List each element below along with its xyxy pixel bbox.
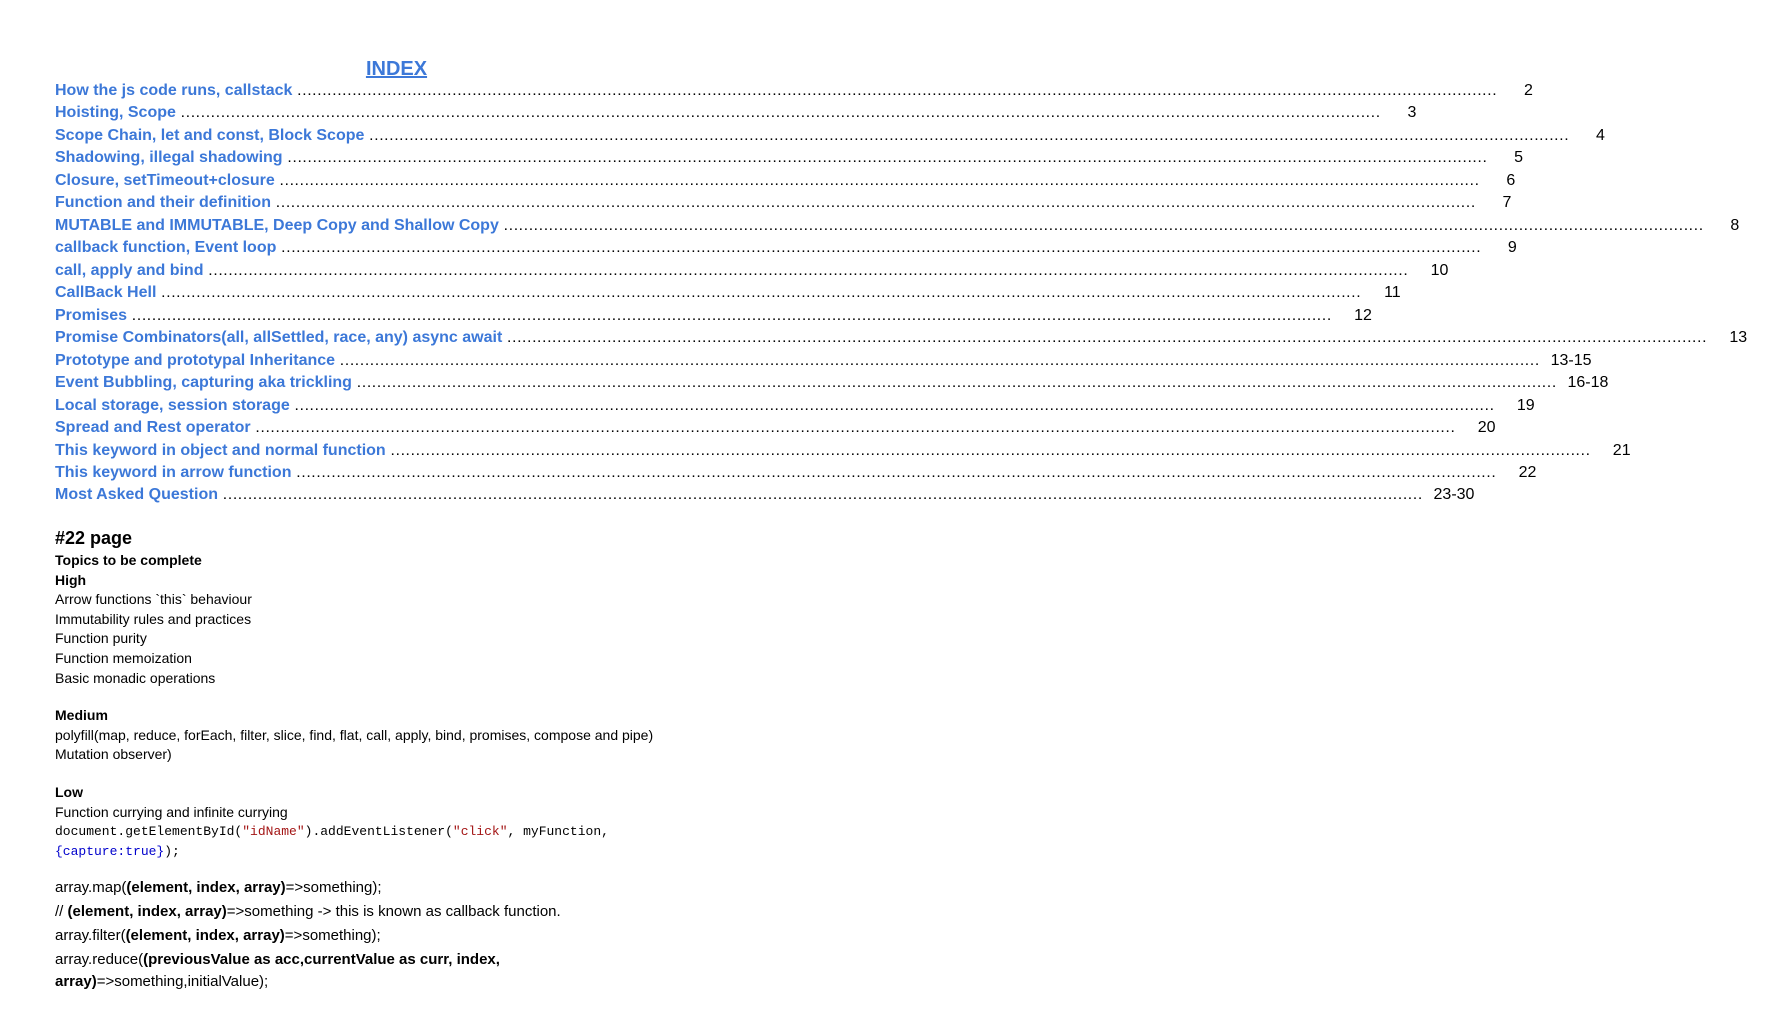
toc-page-number: 7 xyxy=(1502,194,1512,212)
high-item: Basic monadic operations xyxy=(55,669,216,686)
toc-entry-title[interactable]: This keyword in arrow function xyxy=(55,463,292,481)
toc-leader-dots: …………………………………………………………………………………………………………………………………………………………………………………………………………………… xyxy=(293,396,1494,414)
toc-leader-dots: …………………………………………………………………………………………………………………………………………………………………………………………………………………… xyxy=(339,351,1540,369)
toc-leader-dots: …………………………………………………………………………………………………………………………………………………………………………………………………………………… xyxy=(160,284,1361,302)
reduce-example: array.reduce((previousValue as acc,currentValue as curr, index, array)=>something,initialValue); xyxy=(55,951,500,990)
toc-entry-title[interactable]: call, apply and bind xyxy=(55,261,204,279)
medium-item: Mutation observer) xyxy=(55,746,172,763)
toc-leader-dots: …………………………………………………………………………………………………………………………………………………………………………………………………………………… xyxy=(179,104,1380,122)
page22-heading: #22 page xyxy=(55,528,133,548)
topics-notes xyxy=(55,551,755,861)
medium-label: Medium xyxy=(55,707,108,724)
array-examples xyxy=(55,877,755,995)
toc-page-number: 8 xyxy=(1730,216,1740,234)
toc-page-number: 11 xyxy=(1384,284,1401,302)
toc-leader-dots: …………………………………………………………………………………………………………………………………………………………………………………………………………………… xyxy=(296,82,1497,99)
toc-entry[interactable] xyxy=(55,80,1533,102)
low-item: Function currying and infinite currying xyxy=(55,803,288,820)
toc-entry-title[interactable]: Most Asked Question xyxy=(55,486,218,504)
code-text: , myFunction, xyxy=(507,824,609,840)
code-string: "click" xyxy=(452,824,508,840)
toc-page-number: 10 xyxy=(1430,261,1449,279)
high-item: Immutability rules and practices xyxy=(55,610,252,627)
toc-page-number: 5 xyxy=(1514,149,1524,167)
toc-entry-title[interactable]: Prototype and prototypal Inheritance xyxy=(55,351,336,369)
toc-entry[interactable] xyxy=(55,305,1372,327)
toc-page-number: 2 xyxy=(1523,82,1533,99)
toc-page-number: 21 xyxy=(1612,441,1631,459)
toc-leader-dots: …………………………………………………………………………………………………………………………………………………………………………………………………………………… xyxy=(389,441,1590,459)
toc-leader-dots: …………………………………………………………………………………………………………………………………………………………………………………………………………………… xyxy=(207,261,1408,279)
toc-entry[interactable] xyxy=(55,260,1449,282)
toc-leader-dots: …………………………………………………………………………………………………………………………………………………………………………………………………………………… xyxy=(355,374,1556,392)
toc-entry-title[interactable]: Scope Chain, let and const, Block Scope xyxy=(55,126,365,144)
toc-entry[interactable] xyxy=(55,350,1592,372)
high-item: Function memoization xyxy=(55,649,192,666)
toc-entry[interactable] xyxy=(55,192,1512,214)
toc-page-number: 23-30 xyxy=(1433,486,1475,504)
toc-entry-title[interactable]: How the js code runs, callstack xyxy=(55,82,293,99)
toc-entry[interactable] xyxy=(55,147,1524,169)
high-item: Function purity xyxy=(55,630,147,647)
toc-entry[interactable] xyxy=(55,440,1631,462)
toc-page-number: 3 xyxy=(1407,104,1417,122)
toc-leader-dots: …………………………………………………………………………………………………………………………………………………………………………………………………………………… xyxy=(506,329,1707,347)
toc-leader-dots: …………………………………………………………………………………………………………………………………………………………………………………………………………………… xyxy=(131,306,1332,324)
toc-page-number: 22 xyxy=(1518,463,1537,481)
toc-entry-title[interactable]: CallBack Hell xyxy=(55,284,157,302)
code-text: document.getElementById( xyxy=(55,824,243,840)
code-text: ); xyxy=(164,843,180,859)
index-title: INDEX xyxy=(365,58,428,80)
toc-entry-title[interactable]: callback function, Event loop xyxy=(55,239,277,257)
toc-page-number: 6 xyxy=(1506,171,1516,189)
toc-entry-title[interactable]: Event Bubbling, capturing aka trickling xyxy=(55,374,352,392)
toc-page-number: 16-18 xyxy=(1567,374,1609,392)
toc-entry[interactable] xyxy=(55,395,1535,417)
toc-leader-dots: …………………………………………………………………………………………………………………………………………………………………………………………………………………… xyxy=(502,216,1703,234)
toc-page-number: 20 xyxy=(1477,419,1496,437)
topics-heading: Topics to be complete xyxy=(55,552,202,568)
toc-entry[interactable] xyxy=(55,170,1516,192)
toc-entry[interactable] xyxy=(55,215,1740,237)
toc-entry-title[interactable]: Spread and Rest operator xyxy=(55,419,251,437)
code-string: "idName" xyxy=(242,824,305,840)
toc-entry[interactable] xyxy=(55,484,1475,506)
filter-example: array.filter((element, index, array)=>something); xyxy=(55,927,381,944)
medium-item: polyfill(map, reduce, forEach, filter, slice, find, flat, call, apply, bind, promises, compose and pipe) xyxy=(55,726,654,743)
toc-entry[interactable] xyxy=(55,102,1417,124)
toc-entry[interactable] xyxy=(55,462,1537,484)
toc-entry-title[interactable]: Local storage, session storage xyxy=(55,396,290,414)
toc-leader-dots: …………………………………………………………………………………………………………………………………………………………………………………………………………………… xyxy=(286,149,1487,167)
toc-leader-dots: …………………………………………………………………………………………………………………………………………………………………………………………………………………… xyxy=(254,419,1455,437)
toc-page-number: 13 xyxy=(1729,329,1748,347)
toc-entry[interactable] xyxy=(55,237,1517,259)
toc-entry-title[interactable]: Hoisting, Scope xyxy=(55,104,176,122)
toc-leader-dots: …………………………………………………………………………………………………………………………………………………………………………………………………………………… xyxy=(278,171,1479,189)
toc-entry[interactable] xyxy=(55,372,1609,394)
code-text: ).addEventListener( xyxy=(304,824,453,840)
low-label: Low xyxy=(55,783,83,800)
high-label: High xyxy=(55,571,87,588)
code-object: {capture:true} xyxy=(55,843,165,859)
toc-entry-title[interactable]: This keyword in object and normal function xyxy=(55,441,386,459)
toc-entry-title[interactable]: Shadowing, illegal shadowing xyxy=(55,149,283,167)
toc-page-number: 12 xyxy=(1354,306,1372,324)
code-snippet xyxy=(55,822,755,861)
toc-page-number: 13-15 xyxy=(1550,351,1592,369)
high-item: Arrow functions `this` behaviour xyxy=(55,591,252,608)
callback-comment: // (element, index, array)=>something -> this is known as callback function. xyxy=(55,903,561,920)
toc-entry[interactable] xyxy=(55,327,1748,349)
toc-leader-dots: …………………………………………………………………………………………………………………………………………………………………………………………………………………… xyxy=(221,486,1422,504)
toc-page-number: 19 xyxy=(1516,396,1535,414)
toc-entry[interactable] xyxy=(55,125,1605,147)
toc-leader-dots: …………………………………………………………………………………………………………………………………………………………………………………………………………………… xyxy=(295,463,1496,481)
toc-entry[interactable] xyxy=(55,282,1401,304)
toc-entry-title[interactable]: Promises xyxy=(55,306,128,324)
toc-leader-dots: …………………………………………………………………………………………………………………………………………………………………………………………………………………… xyxy=(280,239,1481,257)
toc-leader-dots: …………………………………………………………………………………………………………………………………………………………………………………………………………………… xyxy=(274,194,1475,212)
toc-page-number: 9 xyxy=(1507,239,1517,257)
toc-page-number: 4 xyxy=(1595,126,1605,144)
toc-entry-title[interactable]: Closure, setTimeout+closure xyxy=(55,171,275,189)
toc-entry[interactable] xyxy=(55,417,1496,439)
toc-leader-dots: …………………………………………………………………………………………………………………………………………………………………………………………………………………… xyxy=(368,126,1569,144)
toc-entry-title[interactable]: Function and their definition xyxy=(55,194,271,212)
toc-entry-title[interactable]: MUTABLE and IMMUTABLE, Deep Copy and Shallow Copy xyxy=(55,216,499,234)
table-of-contents xyxy=(55,80,1748,507)
map-example: array.map((element, index, array)=>something); xyxy=(55,879,382,896)
toc-entry-title[interactable]: Promise Combinators(all, allSettled, race, any) async await xyxy=(55,329,503,347)
